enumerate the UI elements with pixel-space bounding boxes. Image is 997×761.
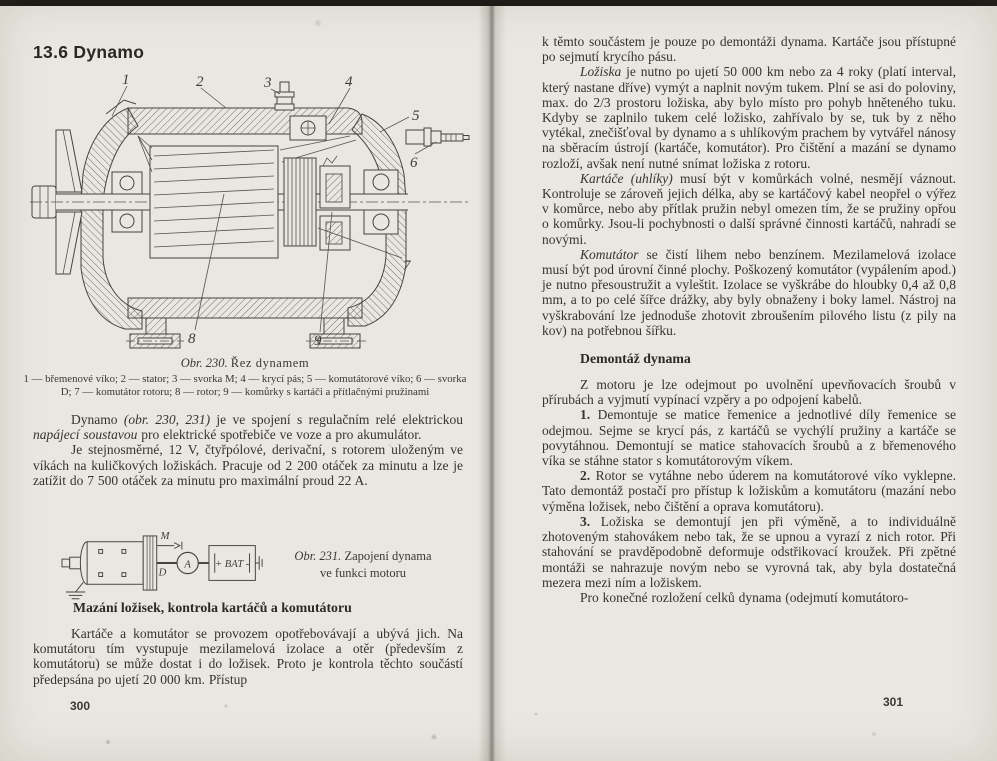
figure-label-6: 6 <box>410 155 418 171</box>
figure-dynamo-cross-section <box>28 70 475 357</box>
paragraph-dynamo-figref: (obr. 230, 231) <box>123 412 211 427</box>
paragraph-brushes-text: musí být v komůrkách volné, nesmějí váznout. Kontroluje se zároveň jejich délka, aby se kartáčový kabel neopřel o výřez v komůrce, nebo aby přítlak pružin nebyl omezen tím, že se pružiny opřou o komůrky. Jsou-li pochybnosti o další správné činnosti kartáčů, nahradí se novými. <box>542 170 956 247</box>
paragraph-brushes <box>542 171 956 247</box>
page-number-left: 300 <box>70 699 91 713</box>
dynamo-symbol <box>62 536 157 590</box>
paragraph-commutator-text: se čistí lihem nebo benzínem. Mezilamelová izolace musí být pod úrovní činné plochy. Poškozený komutátor (vypálením apod.) je nutno přesoustružit a vyleštit. Izolace se vyškrábe do hloubky 0,4 až 0,8 mm, a to po celé šířce drážky, aby byly obnaženy i boky lamel. Nástroj na vyškrabování lze jednoduše zhotovit zbroušením pilového listu (z pily na kov) na potřebnou šířku. <box>542 246 956 338</box>
right-text-column <box>542 34 956 605</box>
step-1 <box>542 407 956 468</box>
step-2 <box>542 468 956 514</box>
figure-230-caption-number: Obr. 230. <box>180 356 228 370</box>
step-2-text: Rotor se vytáhne nebo úderem na komutátorové víko vyklepne. Tato demontáž postačí pro přístup k ložiskům a komutátoru (mazání nebo výměna ložisek, nebo čištění a oprava komutátoru). <box>542 468 956 514</box>
section-heading: 13.6 Dynamo <box>33 42 145 62</box>
terminal-m-bolt <box>275 82 294 110</box>
left-text-block-1 <box>33 412 463 488</box>
paragraph-dynamo-part: Dynamo <box>71 412 124 427</box>
paragraph-commutator-lead: Komutátor <box>580 246 639 262</box>
paragraph-bearings-text: je nutno po ujetí 50 000 km nebo za 4 roky (platí interval, který nastane dříve) vymýt a naplnit novým tukem. Plní se asi do poloviny, max. do 2/3 prostoru ložiska, aby bylo místo pro pohyb hněteného tuku. Kdyby se zaplnilo tukem celé ložisko, zahřívalo by se, tuk by z něho vytékal, znečišťoval by dynamo a s uhlíkovým prachem by vytvářel nánosy na sběracím ústrojí (kartáče, komutátor). Pro čištění a mazání se dynamo rozloží, avšak není nutné snímat ložiska z rotoru. <box>542 64 956 171</box>
figure-230-caption <box>28 356 462 371</box>
paragraph-removal: Z motoru je lze odejmout po uvolnění upevňovacích šroubů v přírubách a vyjmutí vypínací vzpěry a po odpojení kabelů. <box>542 377 956 408</box>
step-3-text: Ložiska se demontují jen při výměně, a to individuálně zhotoveným stahovákem nebo tak, že se upnou a vyrazí z nich rotor. Při stahování se pravděpodobně deformuje odstřikovací kroužek. Při zpětné montáži se nahrazuje novým nebo se vyrovná tak, aby byla dostatečná mezera mezi ním a ložiskem. <box>542 513 956 590</box>
figure-231-caption-text: Zapojení dynama <box>344 549 432 563</box>
figure-231-caption-line1 <box>258 548 468 565</box>
brush-holders <box>320 156 350 250</box>
paragraph-access: k těmto součástem je pouze po demontáži dynama. Kartáče jsou přístupné po sejmutí krycího pásu. <box>542 34 956 65</box>
figure-231-caption <box>258 548 468 581</box>
page-right <box>497 0 997 761</box>
mounting-feet <box>126 318 366 348</box>
paragraph-commutator <box>542 247 956 338</box>
figure-label-3: 3 <box>264 75 272 91</box>
paragraph-dynamo-part: je ve spojení s regulačním relé elektrickou <box>210 412 463 427</box>
figure-label-7: 7 <box>403 258 411 274</box>
page-number-right: 301 <box>883 695 904 709</box>
figure-231-caption-line2: ve funkci motoru <box>319 565 407 580</box>
commutator <box>284 158 316 246</box>
figure-label-8: 8 <box>188 331 196 347</box>
battery-label: + BAT - <box>214 558 250 570</box>
ammeter-label: A <box>184 559 191 571</box>
paragraph-inspection: Kartáče a komutátor se provozem opotřebovávají a ubývá jich. Na komutátoru tím vystupuje mezilamelová izolace a otěr (především z komutátoru) se může dostat i do ložisek. Proto je kontrola těchto součástí předepsána po ujetí 20 000 km. Přístup <box>33 626 463 687</box>
figure-label-4: 4 <box>345 74 353 90</box>
step-3-number: 3. <box>580 513 591 529</box>
figure-label-2: 2 <box>196 74 204 90</box>
paragraph-bearings-lead: Ložiska <box>580 64 622 80</box>
field-terminal-bracket <box>290 116 326 140</box>
step-1-number: 1. <box>580 407 591 423</box>
subheading-disassembly: Demontáž dynama <box>580 351 691 367</box>
paragraph-dynamo-emphasis: napájecí soustavou <box>33 427 138 443</box>
paragraph-dynamo-intro <box>33 412 463 442</box>
figure-label-9: 9 <box>314 333 322 349</box>
terminal-d-label: D <box>158 567 167 579</box>
paragraph-brushes-lead: Kartáče (uhlíky) <box>580 170 673 186</box>
terminal-d-bolt <box>406 128 469 146</box>
figure-label-5: 5 <box>412 108 420 124</box>
figure-230-caption-title: Řez dynamem <box>230 356 310 370</box>
subheading-lubrication: Mazání ložisek, kontrola kartáčů a komutátoru <box>73 600 352 615</box>
figure-231-caption-number: Obr. 231. <box>294 549 342 563</box>
terminal-m-label: M <box>160 530 170 542</box>
ground-symbol-left <box>66 582 85 598</box>
figure-label-1: 1 <box>122 72 130 88</box>
paragraph-dynamo-part: pro elektrické spotřebiče ve voze a pro akumulátor. <box>137 427 422 443</box>
paragraph-final: Pro konečné rozložení celků dynama (odejmutí komutátoro- <box>580 589 909 605</box>
figure-motor-wiring-schematic <box>33 524 265 602</box>
page-left <box>0 0 487 761</box>
figure-230-legend: 1 — břemenové víko; 2 — stator; 3 — svorka M; 4 — krycí pás; 5 — komutátorové víko; 6 — svorka D; 7 — komutátor rotoru; 8 — rotor; 9 — komůrky s kartáči a přítlačnými pružinami <box>23 373 467 398</box>
step-1-text: Demontuje se matice řemenice a jednotlivé díly řemenice se odejmou. Sejme se krycí pás, z kartáčů se vychýlí pružiny a kartáče se povytáhnou. Demontují se matice stahovacích šroubů a z břemenového víka se stáhne stator s komutátorovým víkem. <box>542 407 956 469</box>
left-text-block-2 <box>33 600 463 687</box>
step-3 <box>542 514 956 590</box>
paragraph-specs: Je stejnosměrné, 12 V, čtyřpólové, derivační, s rotorem uloženým ve víkách na kuličkových ložiskách. Pracuje od 2 200 otáček za minutu a lze je zatížit do 7 500 otáček za minutu pro maximální proud 22 A. <box>33 442 463 488</box>
step-2-number: 2. <box>580 468 591 484</box>
paragraph-bearings <box>542 64 956 170</box>
